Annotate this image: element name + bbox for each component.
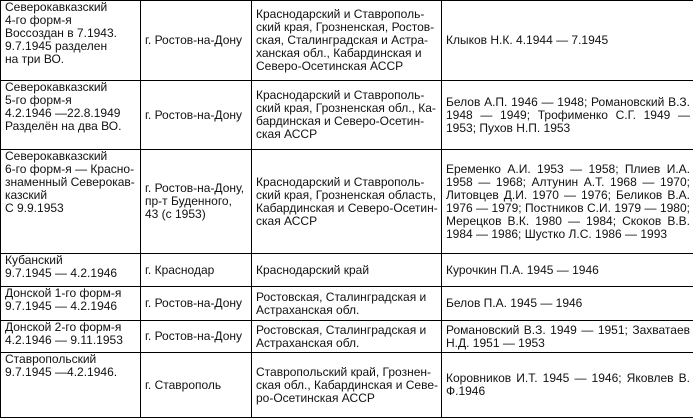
headquarters-cell: г. Краснодар [141, 254, 252, 287]
commanders-cell: Курочкин П.А. 1945 — 1946 [442, 254, 693, 287]
headquarters-cell: г. Ростов-на-Дону [141, 287, 252, 321]
commanders-cell: Романовский В.З. 1949 — 1951; Захватаев Н.Д. 1951 — 1953 [442, 321, 693, 353]
district-cell: Северокавказский 4-го форм-я Воссоздан в 7.1943. 9.7.1945 разделен на три ВО. [1, 1, 141, 81]
commanders-cell: Коровников И.Т. 1945 — 1946; Яковлев В. Ф.1946 [442, 353, 693, 418]
table-row [1, 81, 693, 150]
district-cell: Северокавказский 5-го форм-я 4.2.1946 —22.8.1949 Разделён на два ВО. [1, 81, 141, 150]
territory-cell: Ростовская, Сталинградская и Астраханская обл. [252, 321, 442, 353]
territory-cell: Ставропольский край, Грознен- ская обл., Кабардинская и Севе- ро-Осетинская АССР [252, 353, 442, 418]
district-cell: Кубанский 9.7.1945 — 4.2.1946 [1, 254, 141, 287]
table-row [1, 321, 693, 353]
headquarters-cell: г. Ростов-на-Дону [141, 81, 252, 150]
territory-cell: Краснодарский и Ставрополь- ский края, Грозненская область, Кабардинская и Северо-Осетин- ская АССР [252, 150, 442, 254]
table-row [1, 254, 693, 287]
table-row [1, 150, 693, 254]
territory-cell: Краснодарский и Ставрополь- ский края, Грозненская обл., Ка- бардинская и Северо-Осетин- ская АССР [252, 81, 442, 150]
commanders-cell: Белов П.А. 1945 — 1946 [442, 287, 693, 321]
commanders-cell: Еременко А.И. 1953 — 1958; Плиев И.А. 1958 — 1968; Алтунин А.Т. 1968 — 1970; Литовцев Д.И. 1970 — 1976; Беликов В.А. 1976 — 1979; Постников С.И. 1979 — 1980; Мерецков В.К. 1980 — 1984; Скоков В.В. 1984 — 1986; Шустко Л.С. 1986 — 1993 [442, 150, 693, 254]
headquarters-cell: г. Ставрополь [141, 353, 252, 418]
headquarters-cell: г. Ростов-на-Дону [141, 1, 252, 81]
district-cell: Донской 2-го форм-я 4.2.1946 — 9.11.1953 [1, 321, 141, 353]
district-cell: Северокавказский 6-го форм-я — Красно- знаменный Северокав- казский С 9.9.1953 [1, 150, 141, 254]
district-cell: Донской 1-го форм-я 9.7.1945 — 4.2.1946 [1, 287, 141, 321]
territory-cell: Краснодарский край [252, 254, 442, 287]
territory-cell: Ростовская, Сталинградская и Астраханская обл. [252, 287, 442, 321]
district-cell: Ставропольский 9.7.1945 —4.2.1946. [1, 353, 141, 418]
headquarters-cell: г. Ростов-на-Дону [141, 321, 252, 353]
table-row [1, 1, 693, 81]
table-row [1, 287, 693, 321]
headquarters-cell: г. Ростов-на-Дону, пр-т Буденного, 43 (с 1953) [141, 150, 252, 254]
table-row [1, 353, 693, 418]
commanders-cell: Клыков Н.К. 4.1944 — 7.1945 [442, 1, 693, 81]
territory-cell: Краснодарский и Ставрополь- ский края, Грозненская, Ростов- ская, Сталинградская и Астра- ханская обл., Кабардинская и Северо-Осетинская АССР [252, 1, 442, 81]
commanders-cell: Белов А.П. 1946 — 1948; Романовский В.З. 1948 — 1949; Трофименко С.Г. 1949 — 1953; Пухов Н.П. 1953 [442, 81, 693, 150]
